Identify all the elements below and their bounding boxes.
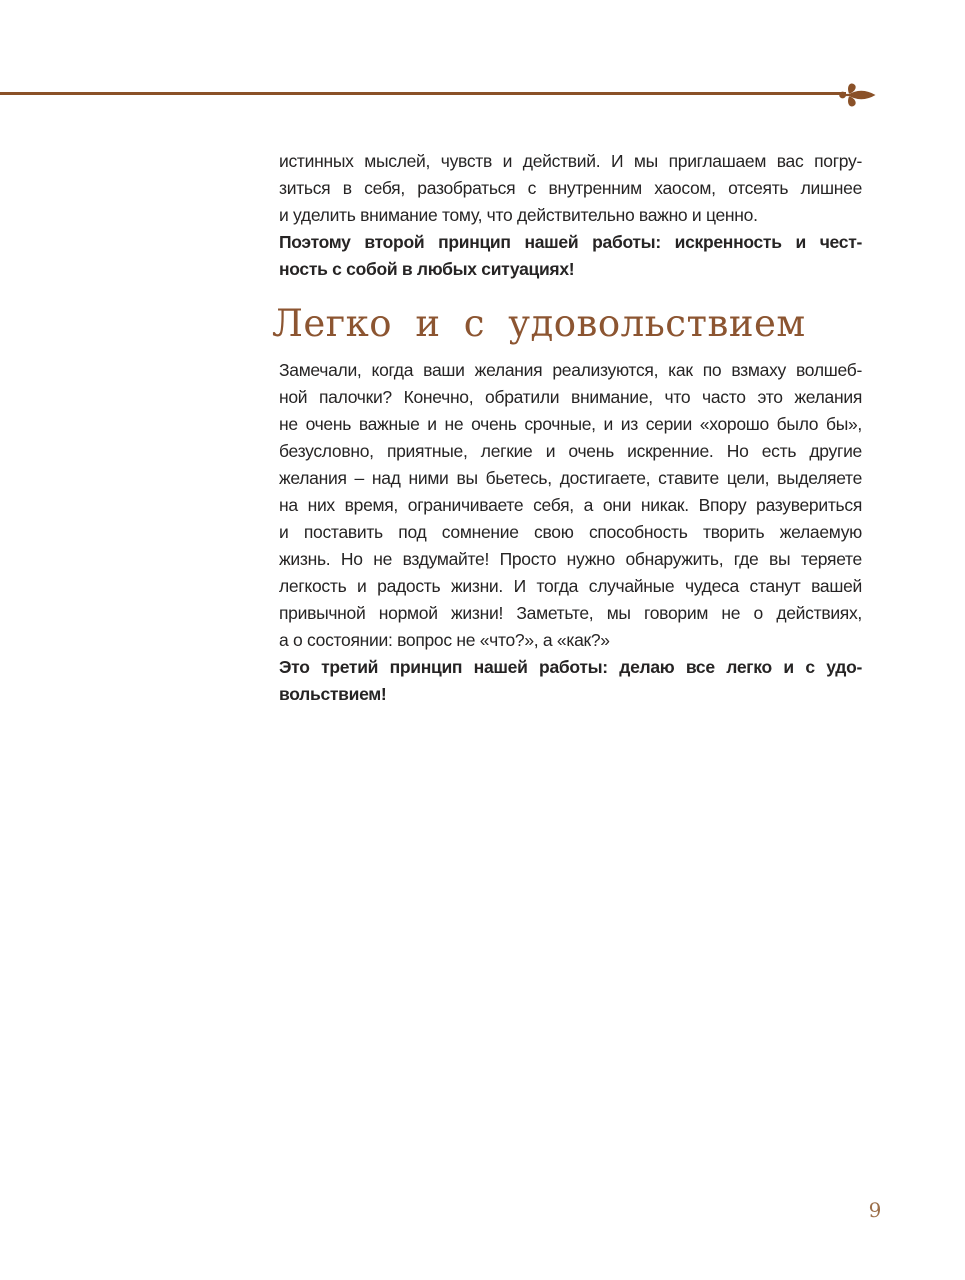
section-heading: Легко и с удовольствием (272, 302, 806, 345)
text-line: привычной нормой жизни! Заметьте, мы говорим не о действиях, (279, 603, 862, 623)
text-line: на них время, ограничиваете себя, а они никак. Впору разувериться (279, 495, 862, 515)
text-line: безусловно, приятные, легкие и очень искренние. Но есть другие (279, 441, 862, 461)
text-line: не очень важные и не очень срочные, и из серии «хорошо было бы», (279, 414, 862, 434)
text-line: жизнь. Но не вздумайте! Просто нужно обнаружить, где вы теряете (279, 549, 862, 569)
text-line-bold: Поэтому второй принцип нашей работы: искренность и чест- (279, 232, 862, 252)
header-rule (0, 92, 846, 95)
paragraph-main (279, 357, 862, 708)
paragraph-intro (279, 148, 862, 283)
text-line: желания – над ними вы бьетесь, достигаете, ставите цели, выделяете (279, 468, 862, 488)
page-number: 9 (868, 1198, 882, 1222)
text-line: легкость и радость жизни. И тогда случайные чудеса станут вашей (279, 576, 862, 596)
text-line: а о состоянии: вопрос не «что?», а «как?» (279, 630, 610, 650)
text-line-bold: ность с собой в любых ситуациях! (279, 259, 575, 279)
text-line: и поставить под сомнение свою способность творить желаемую (279, 522, 862, 542)
text-line: Замечали, когда ваши желания реализуются, как по взмаху волшеб- (279, 360, 862, 380)
text-line: и уделить внимание тому, что действительно важно и ценно. (279, 205, 758, 225)
text-line-bold: вольствием! (279, 684, 387, 704)
fleur-de-lis-icon (838, 79, 878, 111)
text-line: истинных мыслей, чувств и действий. И мы приглашаем вас погру- (279, 151, 862, 171)
text-line: ной палочки? Конечно, обратили внимание, что часто это желания (279, 387, 862, 407)
text-line: зиться в себя, разобраться с внутренним хаосом, отсеять лишнее (279, 178, 862, 198)
text-line-bold: Это третий принцип нашей работы: делаю все легко и с удо- (279, 657, 862, 677)
